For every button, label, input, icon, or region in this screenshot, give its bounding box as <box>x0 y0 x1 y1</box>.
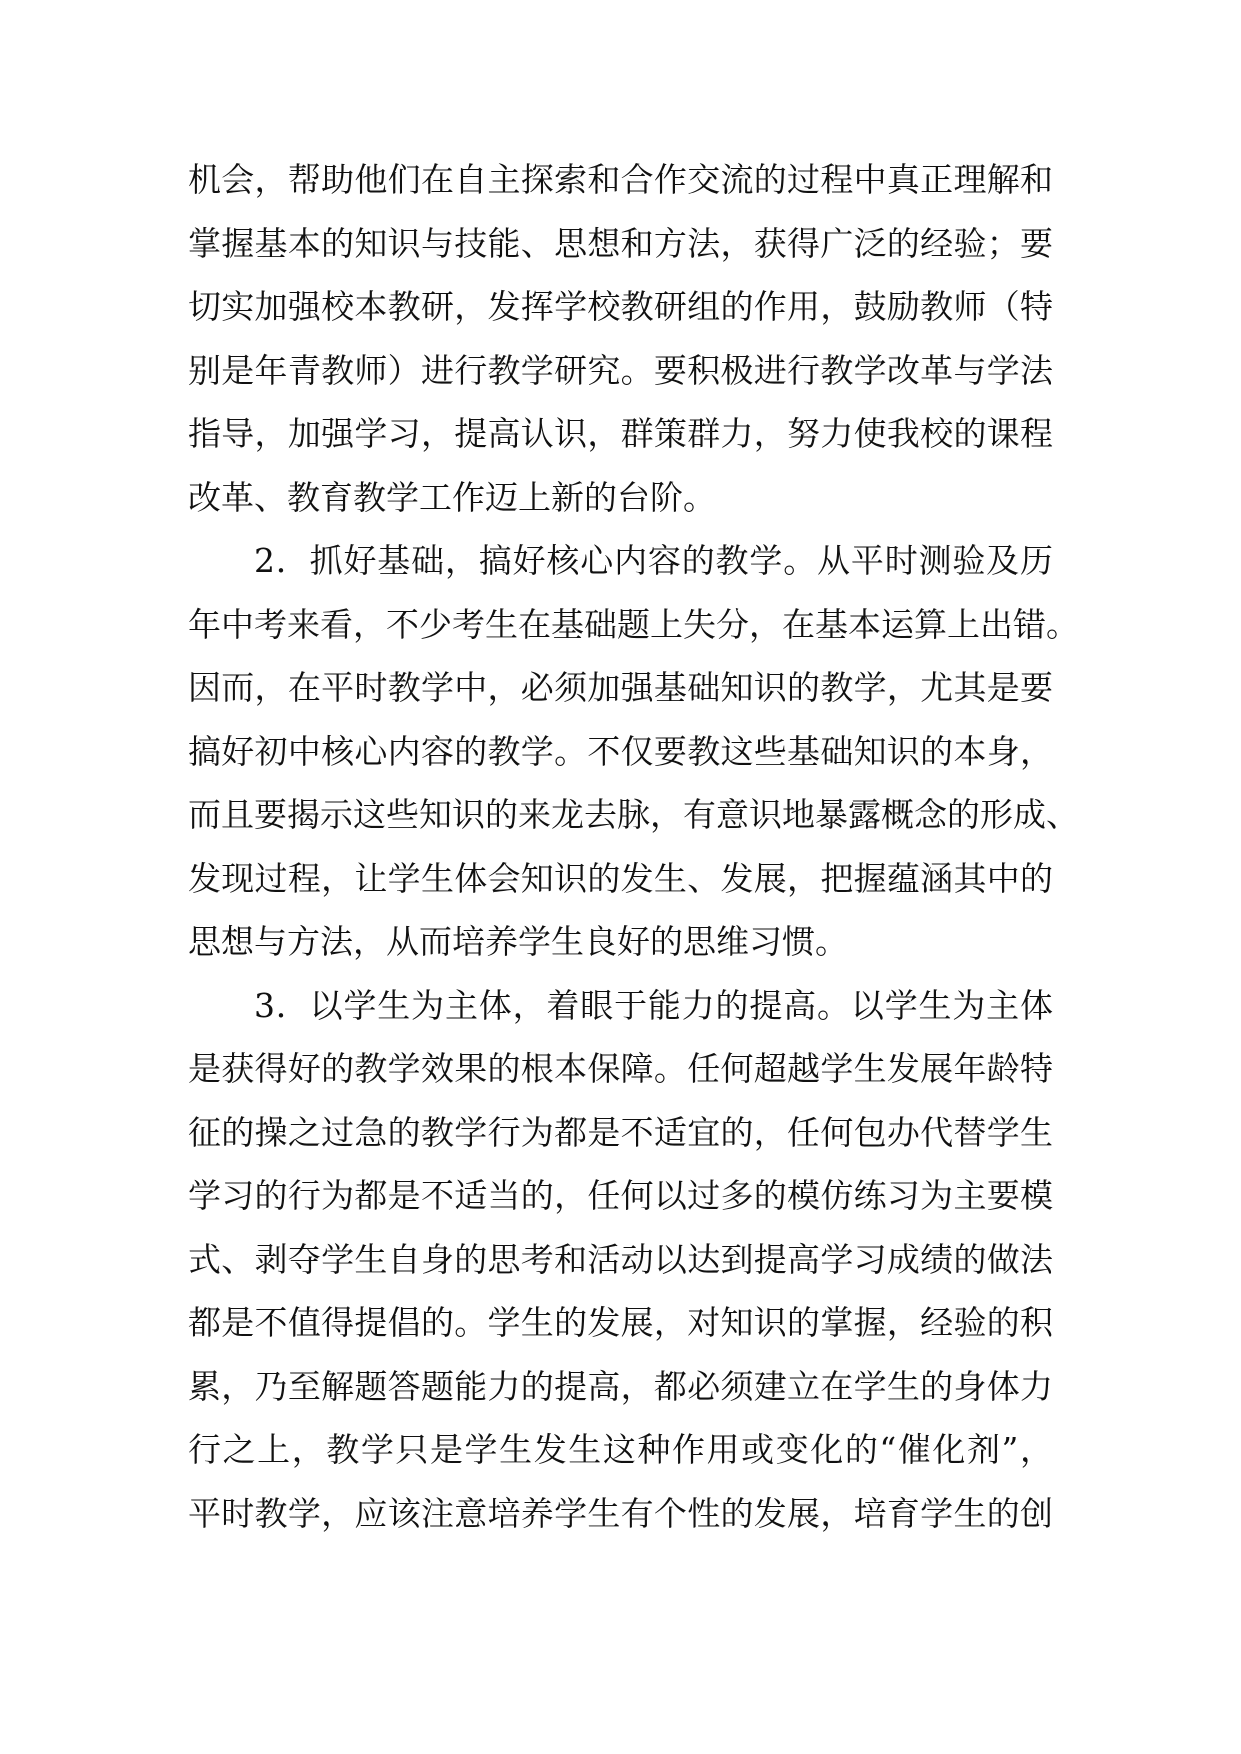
text-line: 平时教学，应该注意培养学生有个性的发展，培育学生的创 <box>188 1493 1053 1533</box>
paragraph-2 <box>188 529 1079 974</box>
text-line: 式、剥夺学生自身的思考和活动以达到提高学习成绩的做法 <box>188 1239 1053 1279</box>
text-line: 年中考来看，不少考生在基础题上失分，在基本运算上出错。 <box>188 604 1079 644</box>
text-line: 搞好初中核心内容的教学。不仅要教这些基础知识的本身， <box>188 731 1053 771</box>
text-line: 累，乃至解题答题能力的提高，都必须建立在学生的身体力 <box>188 1366 1053 1406</box>
text-line: 都是不值得提倡的。学生的发展，对知识的掌握，经验的积 <box>188 1303 1053 1342</box>
text-line: 指导，加强学习，提高认识，群策群力，努力使我校的课程 <box>188 414 1053 453</box>
text-line: 征的操之过急的教学行为都是不适宜的，任何包办代替学生 <box>188 1112 1053 1152</box>
text-line: 掌握基本的知识与技能、思想和方法，获得广泛的经验；要 <box>188 223 1053 263</box>
text-line: 思想与方法，从而培养学生良好的思维习惯。 <box>188 922 848 961</box>
text-line: 别是年青教师）进行教学研究。要积极进行教学改革与学法 <box>188 350 1053 390</box>
paragraph-1 <box>188 148 1053 529</box>
text-line: 学习的行为都是不适当的，任何以过多的模仿练习为主要模 <box>188 1176 1053 1215</box>
text-line: 行之上，教学只是学生发生这种作用或变化的“催化剂”， <box>188 1430 1053 1469</box>
text-line: 切实加强校本教研，发挥学校教研组的作用，鼓励教师（特 <box>188 287 1053 326</box>
text-line: 发现过程，让学生体会知识的发生、发展，把握蕴涵其中的 <box>188 858 1053 898</box>
text-line: 因而，在平时教学中，必须加强基础知识的教学，尤其是要 <box>188 668 1053 707</box>
text-line: 3．以学生为主体，着眼于能力的提高。以学生为主体 <box>254 985 1053 1025</box>
text-line: 是获得好的教学效果的根本保障。任何超越学生发展年龄特 <box>188 1049 1053 1088</box>
text-line: 而且要揭示这些知识的来龙去脉，有意识地暴露概念的形成、 <box>188 795 1079 834</box>
text-line: 改革、教育教学工作迈上新的台阶。 <box>188 477 716 517</box>
body-text <box>188 148 1079 1545</box>
paragraph-3 <box>188 974 1053 1546</box>
text-line: 2．抓好基础，搞好核心内容的教学。从平时测验及历 <box>254 541 1053 580</box>
text-line: 机会，帮助他们在自主探索和合作交流的过程中真正理解和 <box>188 160 1053 199</box>
